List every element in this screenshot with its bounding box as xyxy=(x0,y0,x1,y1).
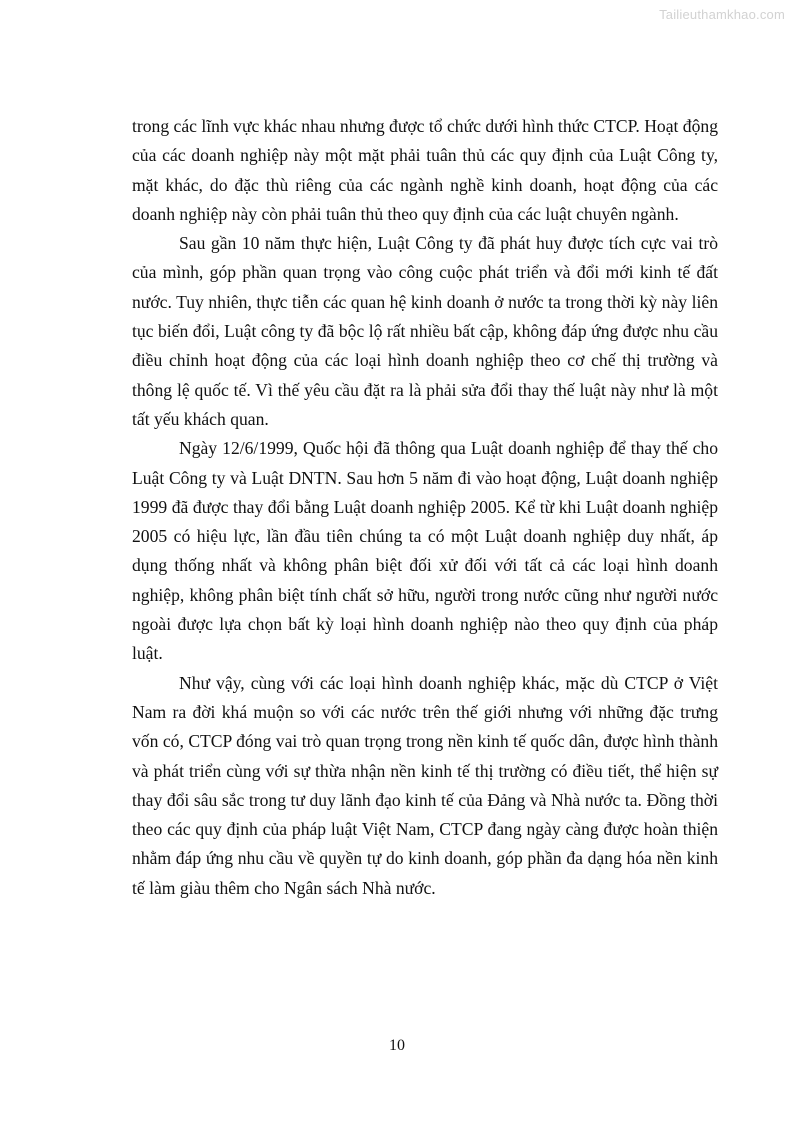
paragraph-enterprise-law-1999: Ngày 12/6/1999, Quốc hội đã thông qua Luật doanh nghiệp để thay thế cho Luật Công ty và Luật DNTN. Sau hơn 5 năm đi vào hoạt động, Luật doanh nghiệp 1999 đã được thay đổi bằng Luật doanh nghiệp 2005. Kể từ khi Luật doanh nghiệp 2005 có hiệu lực, lần đầu tiên chúng ta có một Luật doanh nghiệp duy nhất, áp dụng thống nhất và không phân biệt đối xử đối với tất cả các loại hình doanh nghiệp, không phân biệt tính chất sở hữu, người trong nước cũng như người nước ngoài được lựa chọn bất kỳ loại hình doanh nghiệp nào theo quy định của pháp luật. xyxy=(132,438,718,664)
watermark: Tailieuthamkhao.com xyxy=(659,7,785,22)
paragraph-conclusion: Như vậy, cùng với các loại hình doanh nghiệp khác, mặc dù CTCP ở Việt Nam ra đời khá muộn so với các nước trên thế giới nhưng với những đặc trưng vốn có, CTCP đóng vai trò quan trọng trong nền kinh tế quốc dân, được hình thành và phát triển cùng với sự thừa nhận nền kinh tế thị trường có điều tiết, thể hiện sự thay đổi sâu sắc trong tư duy lãnh đạo kinh tế của Đảng và Nhà nước ta. Đồng thời theo các quy định của pháp luật Việt Nam, CTCP đang ngày càng được hoàn thiện nhằm đáp ứng nhu cầu về quyền tự do kinh doanh, góp phần đa dạng hóa nền kinh tế làm giàu thêm cho Ngân sách Nhà nước. xyxy=(132,672,718,898)
page-number: 10 xyxy=(389,1037,405,1054)
paragraph-continuation: trong các lĩnh vực khác nhau nhưng được tổ chức dưới hình thức CTCP. Hoạt động của các doanh nghiệp này một mặt phải tuân thủ các quy định của Luật Công ty, mặt khác, do đặc thù riêng của các ngành nghề kinh doanh, hoạt động của các doanh nghiệp này còn phải tuân thủ theo quy định của các luật chuyên ngành. xyxy=(132,116,718,224)
document-body xyxy=(132,112,718,903)
paragraph-company-law-review: Sau gần 10 năm thực hiện, Luật Công ty đã phát huy được tích cực vai trò của mình, góp phần quan trọng vào công cuộc phát triển và đổi mới kinh tế đất nước. Tuy nhiên, thực tiễn các quan hệ kinh doanh ở nước ta trong thời kỳ này liên tục biến đổi, Luật công ty đã bộc lộ rất nhiều bất cập, không đáp ứng được nhu cầu điều chỉnh hoạt động của các loại hình doanh nghiệp theo cơ chế thị trường và thông lệ quốc tế. Vì thế yêu cầu đặt ra là phải sửa đổi thay thế luật này như là một tất yếu khách quan. xyxy=(132,233,718,429)
